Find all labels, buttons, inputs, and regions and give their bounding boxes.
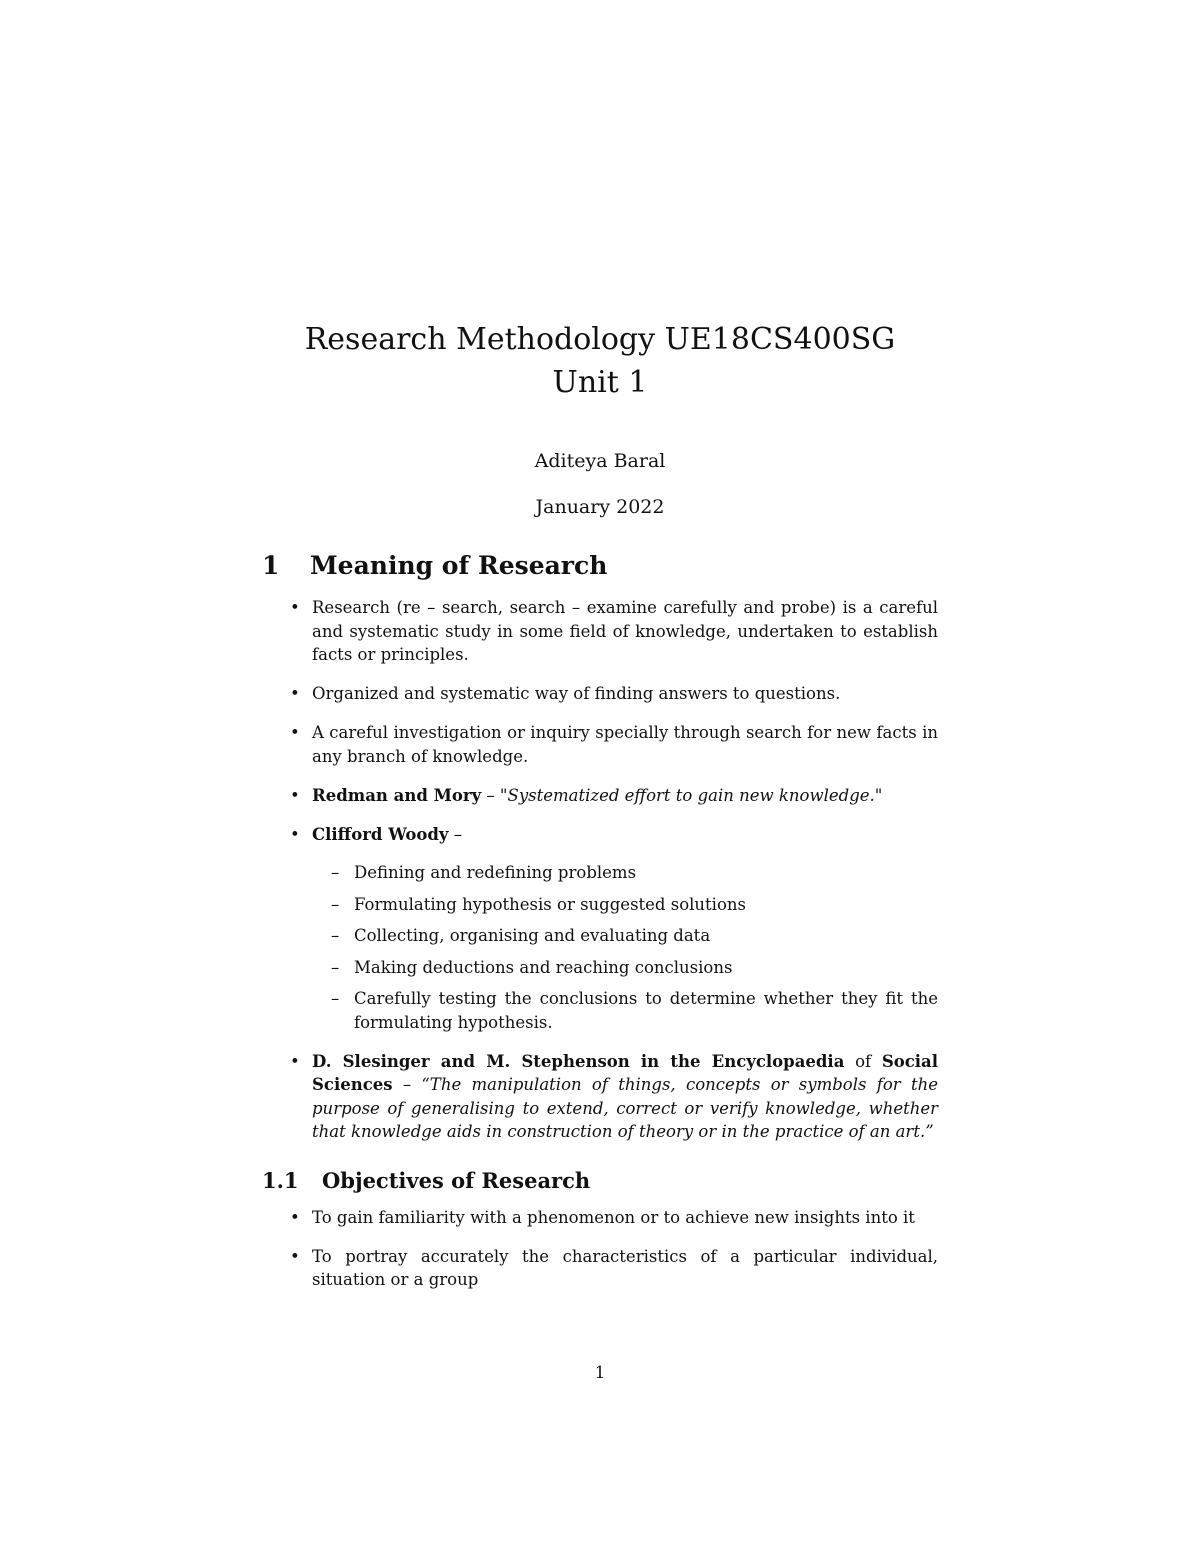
definition-source: Social Sciences	[312, 1051, 939, 1094]
list-item	[262, 596, 938, 667]
sub-list-item-text: Defining and redefining problems	[354, 863, 637, 882]
list-item	[262, 1206, 938, 1230]
dash-icon: –	[331, 957, 340, 977]
sub-list-item	[312, 956, 938, 980]
author: Aditeya Baral	[534, 450, 666, 472]
bullet-icon: •	[290, 1051, 300, 1071]
separator: –	[448, 824, 463, 844]
bullet-icon: •	[290, 785, 300, 805]
definition-author: Clifford Woody	[312, 824, 449, 844]
connector-word: of	[844, 1051, 882, 1071]
list-item-text: A careful investigation or inquiry specially through search for new facts in any branch of knowledge.	[312, 723, 938, 766]
bullet-icon: •	[290, 1207, 300, 1227]
subsection-heading-objectives-of-research	[262, 1166, 938, 1196]
woody-steps-list	[312, 861, 938, 1034]
bullet-icon: •	[290, 723, 300, 742]
sub-list-item-text: Making deductions and reaching conclusions	[354, 957, 733, 977]
list-item	[262, 682, 938, 706]
sub-list-item	[312, 924, 938, 948]
sub-list-item-text: Collecting, organising and evaluating data	[354, 926, 711, 945]
definition-author: Redman and Mory	[312, 785, 482, 805]
sub-list-item-text: Formulating hypothesis or suggested solutions	[354, 894, 746, 914]
list-item	[262, 1245, 938, 1292]
separator: –	[481, 785, 500, 805]
bullet-icon: •	[290, 1246, 300, 1266]
definition-quote: “The manipulation of things, concepts or symbols for the purpose of generalising to extend, correct or verify knowledge, whether that knowledge aids in construction of theory or in the practice of an art.”	[312, 1075, 938, 1141]
list-item-text: To portray accurately the characteristics of a particular individual, situation or a group	[312, 1246, 938, 1289]
list-item	[262, 784, 938, 808]
dash-icon: –	[331, 926, 340, 945]
separator: –	[392, 1075, 422, 1094]
bullet-icon: •	[290, 824, 300, 844]
document-body	[262, 548, 938, 1307]
title-line-1: Research Methodology UE18CS400SG	[304, 322, 896, 357]
list-item-text: Organized and systematic way of finding answers to questions.	[312, 684, 841, 703]
dash-icon: –	[331, 863, 340, 882]
sub-list-item	[312, 987, 938, 1034]
title-block	[0, 318, 1200, 520]
dash-icon: –	[331, 894, 340, 914]
definition-quote: "Systematized effort to gain new knowledge."	[499, 785, 883, 805]
sub-list-item-text: Carefully testing the conclusions to determine whether they fit the formulating hypothesis.	[354, 989, 938, 1032]
page-number: 1	[594, 1363, 606, 1382]
list-item-text: Research (re – search, search – examine carefully and probe) is a careful and systematic study in some field of knowledge, undertaken to establish facts or principles.	[312, 598, 938, 664]
date: January 2022	[535, 496, 665, 518]
section-title: Meaning of Research	[310, 551, 608, 580]
list-item	[262, 1050, 938, 1144]
meaning-list	[262, 596, 938, 1144]
list-item	[262, 721, 938, 768]
objectives-list	[262, 1206, 938, 1292]
subsection-title: Objectives of Research	[322, 1167, 591, 1193]
dash-icon: –	[331, 989, 340, 1008]
definition-author: D. Slesinger and M. Stephenson in the Encyclopaedia	[312, 1051, 845, 1071]
bullet-icon: •	[290, 598, 300, 617]
list-item-text: To gain familiarity with a phenomenon or to achieve new insights into it	[312, 1207, 915, 1227]
list-item	[262, 823, 938, 1035]
section-heading-meaning-of-research	[262, 548, 938, 584]
bullet-icon: •	[290, 684, 300, 703]
sub-list-item	[312, 861, 938, 885]
section-number: 1	[262, 551, 280, 580]
title-line-2: Unit 1	[552, 365, 648, 400]
document-title	[0, 318, 1200, 404]
subsection-number: 1.1	[262, 1167, 299, 1193]
sub-list-item	[312, 893, 938, 917]
